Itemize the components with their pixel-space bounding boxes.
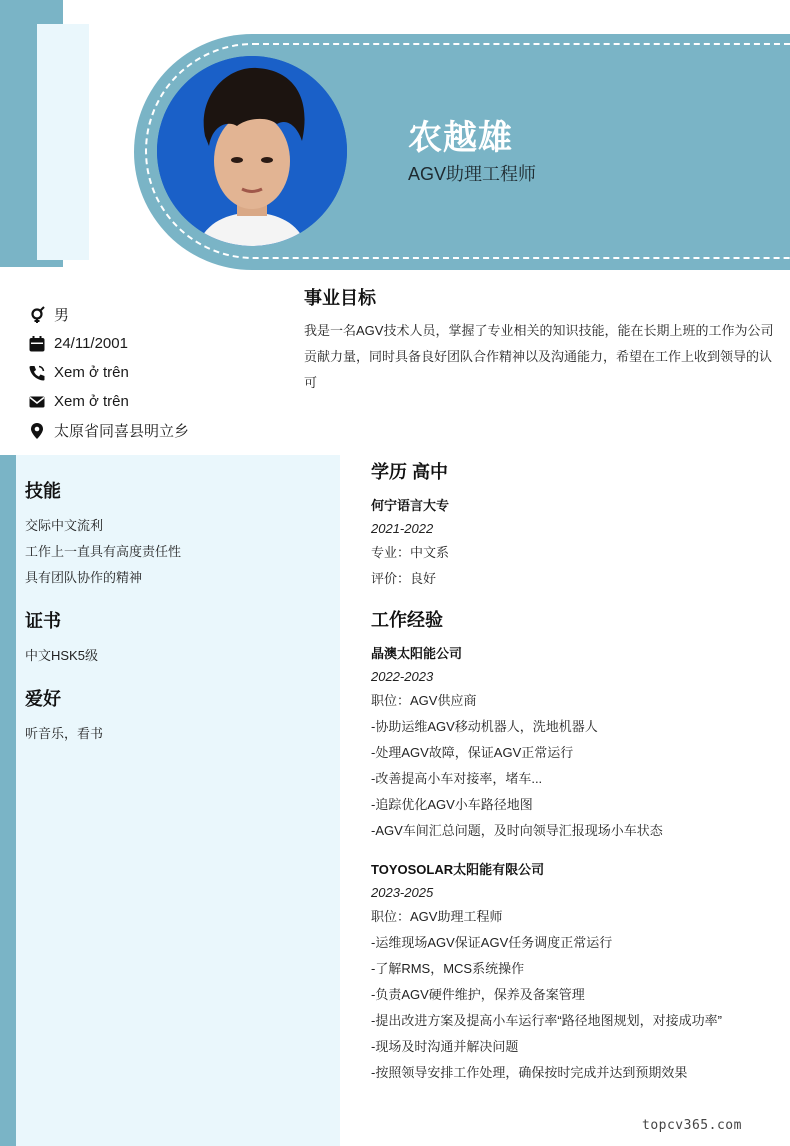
- contact-address: [28, 416, 189, 445]
- phone-icon: [28, 364, 46, 382]
- avatar: [157, 56, 347, 246]
- school-name: 何宁语言大专: [371, 498, 450, 513]
- email-icon: [28, 393, 46, 411]
- gender-icon: [28, 306, 46, 324]
- contact-birthday: [28, 329, 189, 358]
- skills-heading: 技能: [25, 481, 61, 501]
- job-line: -运维现场AGV保证AGV任务调度正常运行: [371, 935, 613, 950]
- education-evaluation: 评价：良好: [371, 571, 437, 586]
- job-company: TOYOSOLAR太阳能有限公司: [371, 862, 545, 877]
- profile-photo: [157, 56, 347, 246]
- job-line: -按照领导安排工作处理，确保按时完成并达到预期效果: [371, 1065, 688, 1080]
- job-line: 职位：AGV助理工程师: [371, 909, 503, 924]
- job-line: -处理AGV故障，保证AGV正常运行: [371, 745, 574, 760]
- contact-list: [28, 300, 189, 445]
- phone-text: Xem ở trên: [54, 364, 129, 381]
- job-line: -协助运维AGV移动机器人，洗地机器人: [371, 719, 598, 734]
- job-period: 2023-2025: [371, 885, 434, 900]
- job-line: -追踪优化AGV小车路径地图: [371, 797, 533, 812]
- left-accent-bar: [0, 455, 16, 1146]
- education-major: 专业：中文系: [371, 545, 450, 560]
- hobby-item: 听音乐，看书: [25, 726, 104, 741]
- candidate-title: AGV助理工程师: [408, 164, 537, 184]
- right-column: [371, 458, 781, 1086]
- calendar-icon: [28, 335, 46, 353]
- job-line: -AGV车间汇总问题，及时向领导汇报现场小车状态: [371, 823, 663, 838]
- education-heading: 学历 高中: [371, 462, 449, 482]
- job-company: 晶澳太阳能公司: [371, 646, 463, 661]
- job-line: -提出改进方案及提高小车运行率“路径地图规划，对接成功率”: [371, 1013, 722, 1028]
- gender-text: 男: [54, 307, 70, 324]
- candidate-name: 农越雄: [408, 119, 513, 157]
- job-entry: [371, 642, 781, 844]
- hobbies-heading: 爱好: [25, 689, 61, 709]
- email-text: Xem ở trên: [54, 393, 129, 410]
- job-period: 2022-2023: [371, 669, 434, 684]
- birthday-text: 24/11/2001: [54, 335, 128, 352]
- education-period: 2021-2022: [371, 521, 434, 536]
- objective-section: [304, 284, 776, 396]
- job-line: -了解RMS，MCS系统操作: [371, 961, 525, 976]
- contact-email: [28, 387, 189, 416]
- watermark-text: topcv365.com: [642, 1118, 742, 1133]
- objective-heading: 事业目标: [304, 288, 376, 308]
- experience-heading: 工作经验: [371, 610, 443, 630]
- objective-text: 我是一名AGV技术人员，掌握了专业相关的知识技能，能在长期上班的工作为公司贡献力量，同时具备良好团队合作精神以及沟通能力，希望在工作上收到领导的认可: [304, 323, 774, 390]
- job-line: -改善提高小车对接率，堵车...: [371, 771, 543, 786]
- certificates-heading: 证书: [25, 611, 61, 631]
- header-light-box: [37, 24, 89, 260]
- contact-gender: [28, 300, 189, 329]
- job-line: -负责AGV硬件维护，保养及备案管理: [371, 987, 585, 1002]
- location-icon: [28, 422, 46, 440]
- address-text: 太原省同喜县明立乡: [54, 423, 190, 440]
- job-entry: [371, 858, 781, 1086]
- job-line: -现场及时沟通并解决问题: [371, 1039, 519, 1054]
- left-panel: [16, 455, 340, 1146]
- job-line: 职位：AGV供应商: [371, 693, 477, 708]
- skill-item: 工作上一直具有高度责任性: [25, 544, 182, 559]
- skill-item: 交际中文流利: [25, 518, 104, 533]
- skill-item: 具有团队协作的精神: [25, 570, 143, 585]
- certificate-item: 中文HSK5级: [25, 648, 98, 663]
- contact-phone: [28, 358, 189, 387]
